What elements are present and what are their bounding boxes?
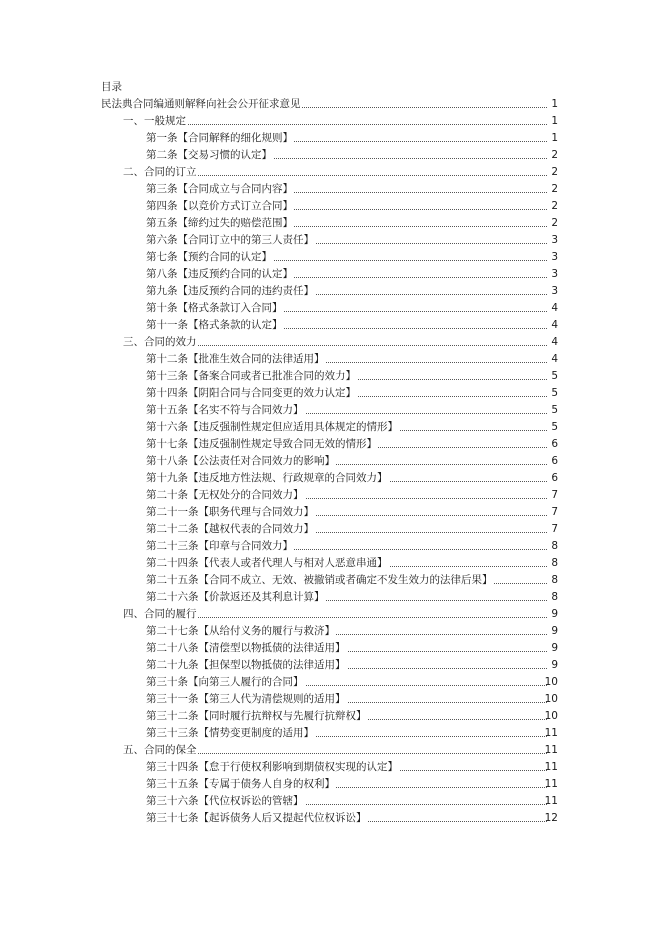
toc-entry-page-number: 2 (551, 183, 558, 195)
toc-entry-page-number: 5 (551, 421, 558, 433)
toc-entry-page-number: 3 (551, 268, 558, 280)
toc-entry-label: 第二十五条【合同不成立、无效、被撤销或者确定不发生效力的法律后果】 (146, 574, 493, 586)
toc-entry[interactable] (0, 165, 660, 179)
toc-entry-label: 第二十七条【从给付义务的履行与救济】 (146, 625, 335, 637)
toc-entry-page-number: 7 (551, 489, 558, 501)
toc-entry-page-number: 1 (551, 115, 558, 127)
toc-entry-page-number: 7 (551, 506, 558, 518)
toc-entry-label: 民法典合同编通则解释向社会公开征求意见 (101, 98, 301, 110)
toc-entry[interactable] (0, 352, 660, 366)
toc-entry[interactable] (0, 743, 660, 757)
toc-entry-page-number: 5 (551, 404, 558, 416)
toc-entry-label: 第三十四条【怠于行使权利影响到期债权实现的认定】 (146, 761, 398, 773)
toc-entry-page-number: 8 (551, 591, 558, 603)
toc-entry-label: 第五条【缔约过失的赔偿范围】 (146, 217, 293, 229)
toc-entry[interactable] (0, 777, 660, 791)
toc-entry-page-number: 9 (551, 642, 558, 654)
toc-entry[interactable] (0, 794, 660, 808)
toc-entry-page-number: 4 (551, 302, 558, 314)
toc-entry-page-number: 3 (551, 251, 558, 263)
toc-entry-page-number: 4 (551, 336, 558, 348)
toc-entry-label: 第十一条【格式条款的认定】 (146, 319, 283, 331)
toc-entry-page-number: 4 (551, 319, 558, 331)
toc-entry-label: 第二条【交易习惯的认定】 (146, 149, 272, 161)
toc-entry-page-number: 11 (544, 778, 558, 790)
toc-entry-page-number: 11 (544, 727, 558, 739)
toc-entry[interactable] (0, 454, 660, 468)
toc-entry[interactable] (0, 369, 660, 383)
toc-entry[interactable] (0, 216, 660, 230)
toc-entry[interactable] (0, 471, 660, 485)
toc-entry[interactable] (0, 573, 660, 587)
toc-entry-label: 第一条【合同解释的细化规则】 (146, 132, 293, 144)
toc-entry[interactable] (0, 692, 660, 706)
toc-entry-label: 第三十条【向第三人履行的合同】 (146, 676, 304, 688)
toc-entry[interactable] (0, 624, 660, 638)
toc-entry-page-number: 6 (551, 438, 558, 450)
toc-entry-page-number: 6 (551, 455, 558, 467)
toc-entry[interactable] (0, 284, 660, 298)
toc-entry[interactable] (0, 403, 660, 417)
toc-entry[interactable] (0, 658, 660, 672)
toc-entry-page-number: 9 (551, 625, 558, 637)
toc-entry-page-number: 4 (551, 353, 558, 365)
toc-entry[interactable] (0, 267, 660, 281)
toc-title: 目录 (101, 81, 122, 93)
toc-entry-label: 第三条【合同成立与合同内容】 (146, 183, 293, 195)
toc-entry[interactable] (0, 386, 660, 400)
toc-entry-page-number: 3 (551, 234, 558, 246)
toc-entry-label: 第十七条【违反强制性规定导致合同无效的情形】 (146, 438, 377, 450)
toc-entry-page-number: 6 (551, 472, 558, 484)
toc-entry-label: 第二十六条【价款返还及其利息计算】 (146, 591, 325, 603)
toc-entry-label: 第十八条【公法责任对合同效力的影响】 (146, 455, 335, 467)
toc-entry-page-number: 3 (551, 285, 558, 297)
toc-entry-page-number: 12 (544, 812, 558, 824)
toc-entry-label: 第七条【预约合同的认定】 (146, 251, 272, 263)
toc-entry[interactable] (0, 199, 660, 213)
toc-entry-page-number: 8 (551, 540, 558, 552)
toc-entry-label: 第二十一条【职务代理与合同效力】 (146, 506, 314, 518)
toc-entry-page-number: 1 (551, 98, 558, 110)
toc-entry[interactable] (0, 590, 660, 604)
toc-entry[interactable] (0, 114, 660, 128)
toc-entry[interactable] (0, 437, 660, 451)
toc-entry-label: 第六条【合同订立中的第三人责任】 (146, 234, 314, 246)
toc-entry-page-number: 7 (551, 523, 558, 535)
toc-entry-label: 第三十六条【代位权诉讼的管辖】 (146, 795, 304, 807)
toc-entry-label: 四、合同的履行 (123, 608, 197, 620)
toc-entry[interactable] (0, 556, 660, 570)
toc-entry[interactable] (0, 182, 660, 196)
toc-entry-page-number: 2 (551, 149, 558, 161)
toc-entry-label: 第二十四条【代表人或者代理人与相对人恶意串通】 (146, 557, 388, 569)
toc-entry[interactable] (0, 675, 660, 689)
toc-entry[interactable] (0, 709, 660, 723)
toc-entry-label: 第十条【格式条款订入合同】 (146, 302, 283, 314)
toc-entry[interactable] (0, 811, 660, 825)
toc-entry-label: 第十六条【违反强制性规定但应适用具体规定的情形】 (146, 421, 398, 433)
toc-entry-label: 第三十一条【第三人代为清偿规则的适用】 (146, 693, 346, 705)
toc-entry-label: 第三十七条【起诉债务人后又提起代位权诉讼】 (146, 812, 367, 824)
toc-entry[interactable] (0, 301, 660, 315)
toc-entry[interactable] (0, 233, 660, 247)
toc-entry[interactable] (0, 420, 660, 434)
toc-entry-page-number: 2 (551, 200, 558, 212)
toc-entry-page-number: 8 (551, 574, 558, 586)
toc-entry-label: 第八条【违反预约合同的认定】 (146, 268, 293, 280)
toc-entry-label: 第十四条【阴阳合同与合同变更的效力认定】 (146, 387, 356, 399)
toc-entry-page-number: 10 (544, 676, 558, 688)
toc-entry-page-number: 9 (551, 608, 558, 620)
toc-entry-page-number: 11 (544, 795, 558, 807)
toc-entry[interactable] (0, 148, 660, 162)
toc-entry-label: 第三十五条【专属于债务人自身的权利】 (146, 778, 335, 790)
toc-entry-label: 第十九条【违反地方性法规、行政规章的合同效力】 (146, 472, 388, 484)
toc-entry[interactable] (0, 641, 660, 655)
toc-entry-label: 第二十八条【清偿型以物抵债的法律适用】 (146, 642, 346, 654)
toc-entry-label: 二、合同的订立 (123, 166, 197, 178)
toc-entry[interactable] (0, 318, 660, 332)
toc-entry-label: 第二十九条【担保型以物抵债的法律适用】 (146, 659, 346, 671)
toc-entry-page-number: 5 (551, 387, 558, 399)
toc-entry[interactable] (0, 97, 660, 111)
toc-entry-label: 第十三条【备案合同或者已批准合同的效力】 (146, 370, 356, 382)
toc-entry-page-number: 10 (544, 693, 558, 705)
toc-entry[interactable] (0, 522, 660, 536)
toc-entry[interactable] (0, 335, 660, 349)
toc-entry-page-number: 11 (544, 761, 558, 773)
toc-entry[interactable] (0, 250, 660, 264)
toc-entry-page-number: 5 (551, 370, 558, 382)
toc-entry-page-number: 8 (551, 557, 558, 569)
toc-entry-label: 三、合同的效力 (123, 336, 197, 348)
toc-entry-label: 第三十三条【情势变更制度的适用】 (146, 727, 314, 739)
toc-entry-page-number: 9 (551, 659, 558, 671)
toc-entry[interactable] (0, 505, 660, 519)
toc-entry-label: 第三十二条【同时履行抗辩权与先履行抗辩权】 (146, 710, 367, 722)
toc-entry[interactable] (0, 488, 660, 502)
toc-entry-page-number: 2 (551, 217, 558, 229)
toc-entry-page-number: 1 (551, 132, 558, 144)
toc-entry[interactable] (0, 726, 660, 740)
toc-entry-page-number: 11 (544, 744, 558, 756)
toc-entry-page-number: 2 (551, 166, 558, 178)
toc-entry-label: 第二十三条【印章与合同效力】 (146, 540, 293, 552)
toc-entry-label: 第十五条【名实不符与合同效力】 (146, 404, 304, 416)
toc-entry[interactable] (0, 539, 660, 553)
toc-entry[interactable] (0, 607, 660, 621)
toc-entry-label: 五、合同的保全 (123, 744, 197, 756)
toc-entry-label: 第九条【违反预约合同的违约责任】 (146, 285, 314, 297)
toc-entry-label: 第二十二条【越权代表的合同效力】 (146, 523, 314, 535)
toc-entry-page-number: 10 (544, 710, 558, 722)
toc-entry[interactable] (0, 760, 660, 774)
toc-entry-label: 第十二条【批准生效合同的法律适用】 (146, 353, 325, 365)
toc-entry[interactable] (0, 131, 660, 145)
toc-entry-label: 第四条【以竞价方式订立合同】 (146, 200, 293, 212)
toc-entry-label: 第二十条【无权处分的合同效力】 (146, 489, 304, 501)
toc-entry-label: 一、一般规定 (123, 115, 186, 127)
